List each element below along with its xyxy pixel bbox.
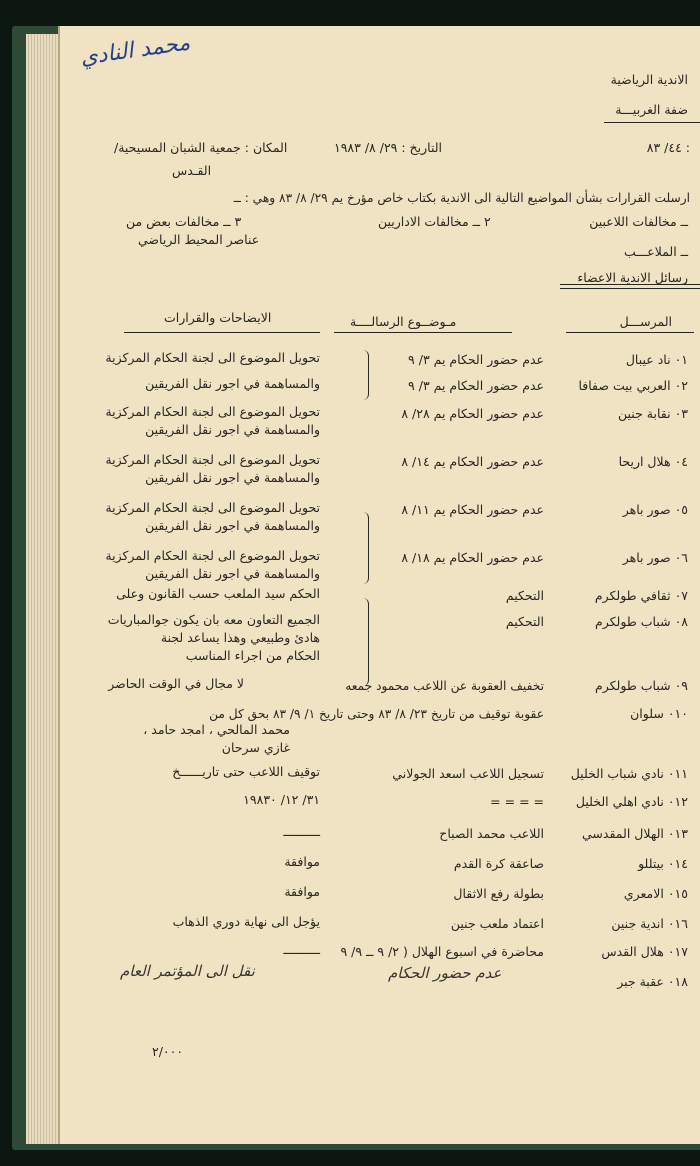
entry-number: ٠١٠ <box>667 706 688 721</box>
entry-sender-name: شباب طولكرم <box>595 614 671 629</box>
entry-sender <box>623 550 688 566</box>
entry-number: ٠١٦ <box>667 916 688 931</box>
handwritten-note: محمد النادي <box>78 30 192 71</box>
header-underline <box>604 122 700 123</box>
entry-subject: تخفيف العقوبة عن اللاعب محمود جمعه <box>345 679 544 693</box>
document-page <box>58 26 700 1144</box>
entry-subject: اللاعب محمد الصباح <box>439 826 544 841</box>
topic-3-continued: عناصر المحيط الرياضي <box>138 232 260 247</box>
entry-sender-name: نقابة جنين <box>618 406 671 421</box>
header-line-2: ضفة الغربيـــة <box>615 102 688 117</box>
column-header-decision: الايضاحات والقرارات <box>164 310 272 325</box>
entry-decision-line: تحويل الموضوع الى لجنة الحكام المركزية <box>105 548 320 563</box>
entry-number: ٠٧ <box>674 588 688 603</box>
entry-subject: عدم حضور الحكام يم ٢٨/ ٨ <box>401 406 544 421</box>
entry-number: ٠٨ <box>674 614 688 629</box>
topic-4: ــ الملاعـــب <box>624 244 688 259</box>
entry-number: ٠١٢ <box>667 794 688 809</box>
entry-number: ٠١١ <box>667 766 688 781</box>
entry-decision-line: توقيف اللاعب حتى تاريــــــخ <box>172 764 320 779</box>
entry-subject: تسجيل اللاعب اسعد الجولاني <box>392 766 544 781</box>
meeting-date: التاريخ : ٢٩/ ٨/ ١٩٨٣ <box>334 140 442 155</box>
entry-decision-line: والمساهمة في اجور نقل الفريقين <box>145 422 320 437</box>
entry-subject: عدم حضور الحكام يم ٣/ ٩ <box>408 352 544 367</box>
entry-sender <box>619 454 688 470</box>
footer-code: ٢/٠٠٠ <box>152 1044 184 1059</box>
section-underline <box>560 288 700 289</box>
meeting-place: المكان : جمعية الشبان المسيحية/ <box>114 140 288 155</box>
intro-text: ارسلت القرارات بشأن المواضيع التالية الى الاندية بكتاب خاص مؤرخ يم ٢٩/ ٨/ ٨٣ وهي : ــ <box>233 191 690 205</box>
entry-sender <box>595 678 688 694</box>
entry-decision-line: تحويل الموضوع الى لجنة الحكام المركزية <box>105 350 320 365</box>
entry-sender <box>630 706 688 722</box>
entry-sender-name: بيتللو <box>638 856 664 871</box>
entry-sender-name: العربي بيت صفافا <box>578 378 671 393</box>
entry-subject: عدم حضور الحكام يم ٣/ ٩ <box>408 378 544 393</box>
entry-sender-name: ناد عيبال <box>625 352 671 367</box>
entry-decision-line: والمساهمة في اجور نقل الفريقين <box>145 470 320 485</box>
entry-number: ٠٥ <box>674 502 688 517</box>
entry-number: ٠١٧ <box>667 944 688 959</box>
entry-sender-name: صور باهر <box>622 550 671 565</box>
entry-decision-line: الحكم سيد الملعب حسب القانون وعلى <box>116 586 320 601</box>
entry-number: ٠١٤ <box>667 856 688 871</box>
entry-sender <box>611 916 688 932</box>
entry-subject: عدم حضور الحكام يم ١١/ ٨ <box>401 502 544 517</box>
subject-column-rule <box>334 332 512 333</box>
topic-3: ٣ ــ مخالفات بعض من <box>126 214 242 229</box>
entry-sender <box>617 974 688 990</box>
entry-number: ٠١٨ <box>667 974 688 989</box>
entry-subject: عقوبة توقيف من تاريخ ٢٣/ ٨/ ٨٣ وحتى تاريخ ١/ ٩/ ٨٣ بحق كل من <box>209 707 544 721</box>
entry-decision-line: يؤجل الى نهاية دوري الذهاب <box>172 914 320 929</box>
entry-decision-line: ــــــــــ <box>283 942 320 957</box>
section-title: رسائل الاندية الاعضاء <box>577 270 688 285</box>
entry-subject: عدم حضور الحكام يم ١٤/ ٨ <box>401 454 544 469</box>
reference-number: : ٤٤/ ٨٣ <box>646 140 690 155</box>
entry-sender <box>623 502 688 518</box>
topic-1: ــ مخالفات اللاعبين <box>589 214 688 229</box>
entry-sender <box>601 944 688 960</box>
entry-subject: صاعقة كرة القدم <box>453 856 544 871</box>
entry-subject: التحكيم <box>505 614 544 629</box>
entry-decision-line: محمد المالحي ، امجد حامد ، <box>143 722 290 737</box>
entry-sender-name: الهلال المقدسي <box>582 826 664 841</box>
entry-subject: بطولة رفع الاثقال <box>453 886 544 901</box>
brace-rows-5-6 <box>362 512 369 584</box>
brace-rows-7-8 <box>362 598 369 686</box>
sender-column-rule <box>566 332 694 333</box>
entry-sender <box>578 378 688 394</box>
entry-sender <box>571 766 688 782</box>
entry-decision-line: والمساهمة في اجور نقل الفريقين <box>145 566 320 581</box>
entry-sender-name: شباب طولكرم <box>595 678 671 693</box>
entry-number: ٠٩ <box>674 678 688 693</box>
brace-rows-1-2 <box>362 350 369 400</box>
entry-decision-line: هادئ وطبيعي وهذا يساعد لجنة <box>160 630 320 645</box>
entry-number: ٠١٥ <box>667 886 688 901</box>
column-header-sender: المرســـل <box>619 314 672 329</box>
entry-sender <box>576 794 688 810</box>
entry-sender-name: نادي اهلي الخليل <box>575 794 664 809</box>
entry-number: ٠١٣ <box>667 826 688 841</box>
entry-decision-line: تحويل الموضوع الى لجنة الحكام المركزية <box>105 404 320 419</box>
entry-sender-name: هلال القدس <box>601 944 664 959</box>
decision-column-rule <box>124 332 320 333</box>
entry-sender-name: الامعري <box>623 886 664 901</box>
entry-sender <box>638 856 688 872</box>
entry-sender-name: عقبة جبر <box>617 974 664 989</box>
entry-decision-line: موافقة <box>284 854 320 869</box>
entry-sender-name: ثقافي طولكرم <box>594 588 671 603</box>
entry-sender-name: اندية جنين <box>611 916 664 931</box>
entry-sender <box>582 826 688 842</box>
entry-subject: اعتماد ملعب جنين <box>450 916 544 931</box>
entry-number: ٠٣ <box>674 406 688 421</box>
entry-subject: = = = = <box>490 794 544 809</box>
entry-decision-line: موافقة <box>284 884 320 899</box>
entry-subject: محاضرة في اسبوع الهلال ( ٢/ ٩ ــ ٩/ ٩ <box>340 944 544 959</box>
entry-sender <box>595 588 688 604</box>
entry-decision-line: الحكام من اجراء المناسب <box>185 648 320 663</box>
entry-number: ٠٢ <box>674 378 688 393</box>
entry-decision-line: ــــــــــ <box>283 824 320 839</box>
entry-subject: التحكيم <box>505 588 544 603</box>
entry-number: ٠١ <box>674 352 688 367</box>
column-header-subject: مـوضــوع الرسالــــة <box>350 314 457 329</box>
handwritten-subject-row-18: عدم حضور الحكام <box>388 964 502 982</box>
entry-sender-name: نادي شباب الخليل <box>570 766 664 781</box>
entry-number: ٠٤ <box>674 454 688 469</box>
entry-decision-line: غازي سرحان <box>221 740 290 755</box>
entry-decision-line: تحويل الموضوع الى لجنة الحكام المركزية <box>105 500 320 515</box>
entry-sender-name: سلوان <box>630 706 664 721</box>
meeting-place-city: القـدس <box>172 163 212 178</box>
entry-decision-line: ٣١/ ١٢/ ١٩٨٣٠ <box>243 792 320 807</box>
entry-decision-line: لا مجال في الوقت الحاضر <box>108 676 244 691</box>
entry-sender <box>595 614 688 630</box>
entry-sender-name: صور باهر <box>622 502 671 517</box>
entry-sender <box>618 406 688 422</box>
entry-sender <box>624 886 688 902</box>
entry-subject: عدم حضور الحكام يم ١٨/ ٨ <box>401 550 544 565</box>
entry-decision-line: الجميع التعاون معه بان يكون جوالمباريات <box>107 612 320 627</box>
entry-number: ٠٦ <box>674 550 688 565</box>
topic-2: ٢ ــ مخالفات الاداريين <box>378 214 491 229</box>
entry-decision-line: تحويل الموضوع الى لجنة الحكام المركزية <box>105 452 320 467</box>
entry-decision-line: والمساهمة في اجور نقل الفريقين <box>145 376 320 391</box>
header-line-1: الاندية الرياضية <box>610 72 688 87</box>
entry-sender-name: هلال اريحا <box>618 454 671 469</box>
entry-sender <box>626 352 688 368</box>
entry-decision-line: والمساهمة في اجور نقل الفريقين <box>145 518 320 533</box>
handwritten-decision-row-18: نقل الى المؤتمر العام <box>120 962 255 980</box>
